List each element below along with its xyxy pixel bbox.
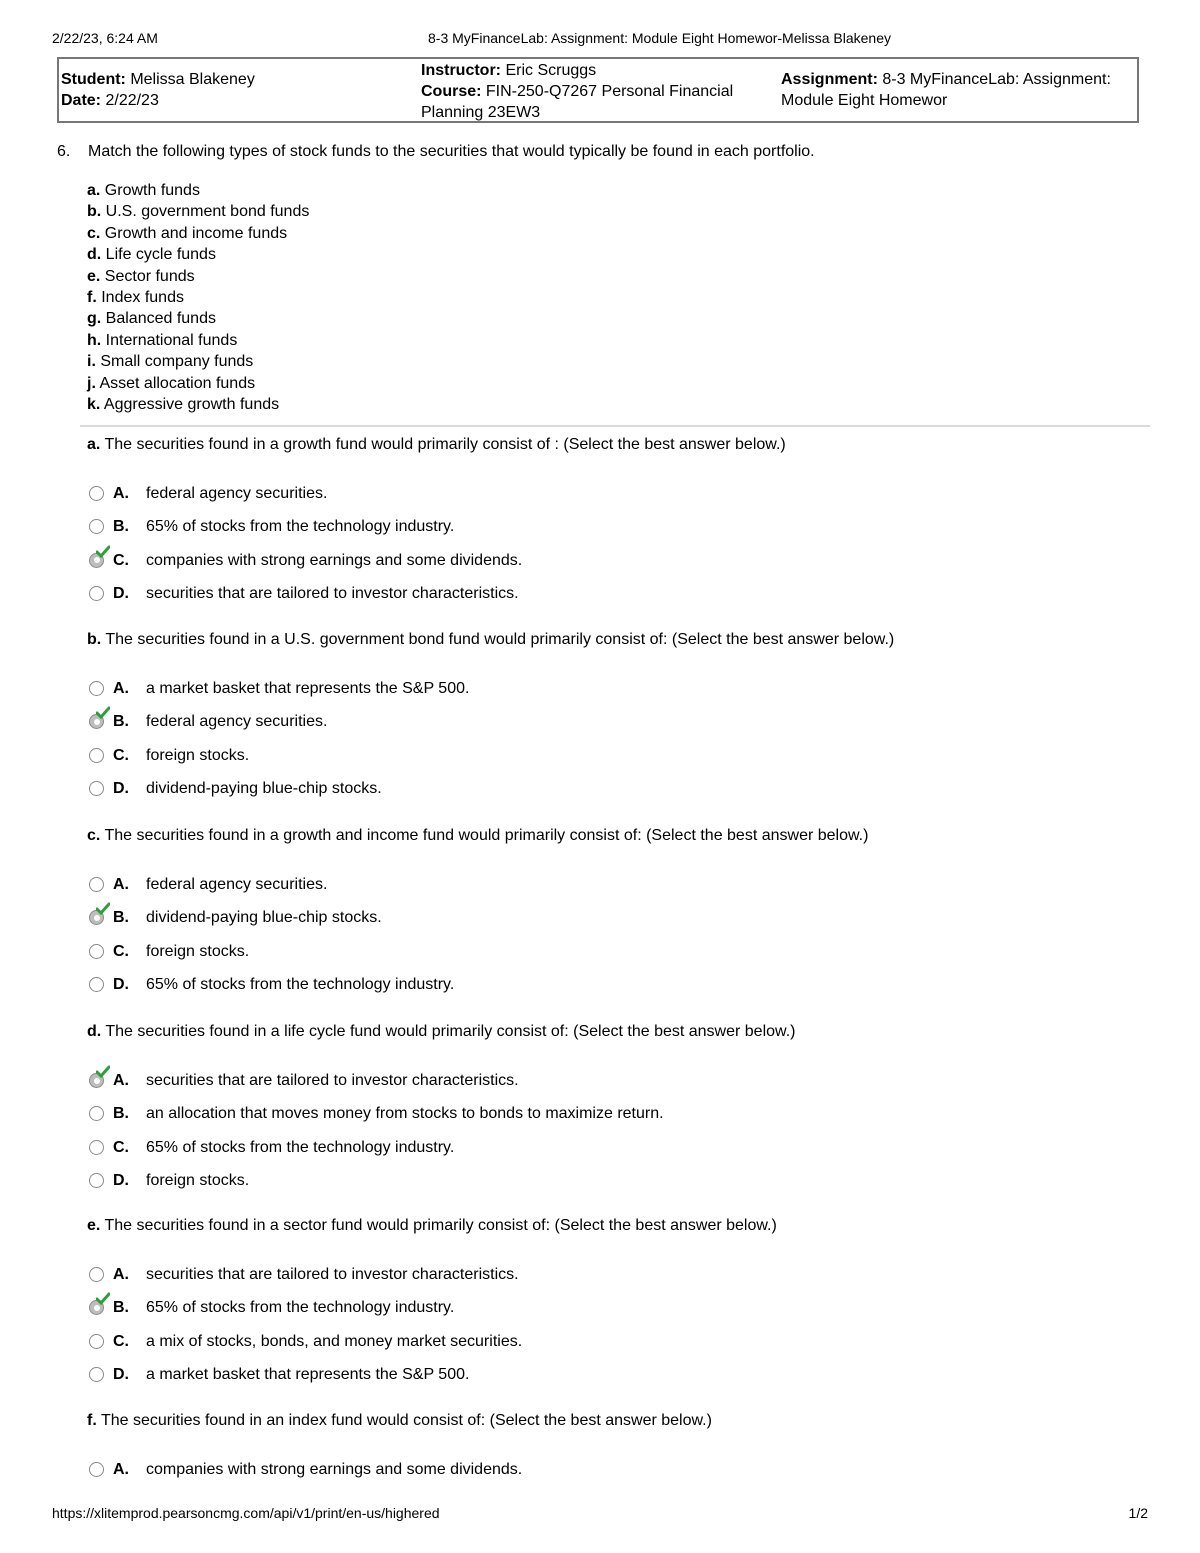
radio-button[interactable] — [89, 1106, 104, 1121]
answer-option-selected[interactable]: B. dividend-paying blue-chip stocks. — [87, 910, 1147, 943]
radio-button[interactable] — [89, 1367, 104, 1382]
part-b — [87, 629, 1147, 814]
assignment-info — [781, 69, 1139, 111]
part-f — [87, 1410, 1147, 1495]
part-prompt: The securities found in a growth fund would primarily consist of : (Select the best answer below.) — [104, 436, 786, 453]
list-item: k. Aggressive growth funds — [87, 395, 280, 413]
assignment-info-box — [57, 57, 1139, 123]
student-info — [61, 69, 255, 111]
checkmark-icon — [96, 902, 110, 916]
checkmark-icon — [96, 1065, 110, 1079]
answer-option[interactable]: C. 65% of stocks from the technology industry. — [87, 1140, 1147, 1173]
radio-button[interactable] — [89, 586, 104, 601]
list-item: h. International funds — [87, 331, 238, 349]
checkmark-icon — [96, 1292, 110, 1306]
answer-option[interactable]: D. dividend-paying blue-chip stocks. — [87, 781, 1147, 814]
part-letter: e. — [87, 1217, 101, 1234]
radio-button[interactable] — [89, 681, 104, 696]
fund-types-list — [87, 180, 309, 415]
part-letter: a. — [87, 436, 101, 453]
answer-option-selected[interactable]: C. companies with strong earnings and some dividends. — [87, 553, 1147, 586]
question-number: 6. — [57, 143, 71, 160]
student-label: Student: — [61, 71, 126, 88]
part-letter: d. — [87, 1023, 102, 1040]
radio-button[interactable] — [89, 944, 104, 959]
answer-option-selected[interactable]: A. securities that are tailored to investor characteristics. — [87, 1073, 1147, 1106]
print-url: https://xlitemprod.pearsoncmg.com/api/v1/print/en-us/highered — [52, 1505, 440, 1521]
part-letter: c. — [87, 827, 101, 844]
student-name: Melissa Blakeney — [130, 71, 255, 88]
list-item: d. Life cycle funds — [87, 246, 216, 264]
course-label: Course: — [421, 83, 482, 100]
answer-option[interactable]: A. companies with strong earnings and some dividends. — [87, 1462, 1147, 1495]
part-a — [87, 434, 1147, 619]
radio-button[interactable] — [89, 781, 104, 796]
answer-option[interactable]: B. 65% of stocks from the technology industry. — [87, 519, 1147, 552]
radio-button[interactable] — [89, 486, 104, 501]
course-name-line2: Planning 23EW3 — [421, 104, 541, 121]
print-header — [52, 30, 1148, 50]
radio-button[interactable] — [89, 748, 104, 763]
answer-option[interactable]: D. 65% of stocks from the technology industry. — [87, 977, 1147, 1010]
list-item: b. U.S. government bond funds — [87, 203, 310, 221]
part-letter: b. — [87, 631, 102, 648]
part-prompt: The securities found in a sector fund would primarily consist of: (Select the best answer below.) — [104, 1217, 777, 1234]
assignment-name-line2: Module Eight Homewor — [781, 92, 948, 109]
assignment-name-line1: 8-3 MyFinanceLab: Assignment: — [882, 71, 1111, 88]
instructor-name: Eric Scruggs — [505, 62, 597, 79]
list-item: f. Index funds — [87, 288, 184, 306]
part-prompt: The securities found in a U.S. government bond fund would primarily consist of: (Select the best answer below.) — [105, 631, 895, 648]
part-d — [87, 1021, 1147, 1206]
answer-option[interactable]: C. foreign stocks. — [87, 944, 1147, 977]
page-number: 1/2 — [1128, 1505, 1148, 1521]
course-name-line1: FIN-250-Q7267 Personal Financial — [485, 83, 734, 100]
checkmark-icon — [96, 706, 110, 720]
answer-option-selected[interactable]: B. federal agency securities. — [87, 714, 1147, 747]
part-prompt: The securities found in a life cycle fund would primarily consist of: (Select the best answer below.) — [105, 1023, 796, 1040]
radio-button[interactable] — [89, 1267, 104, 1282]
radio-button[interactable] — [89, 1334, 104, 1349]
answer-option[interactable]: B. an allocation that moves money from stocks to bonds to maximize return. — [87, 1106, 1147, 1139]
print-datetime: 2/22/23, 6:24 AM — [52, 30, 158, 46]
answer-option-selected[interactable]: B. 65% of stocks from the technology industry. — [87, 1300, 1147, 1333]
instructor-label: Instructor: — [421, 62, 501, 79]
checkmark-icon — [96, 545, 110, 559]
answer-option[interactable]: C. foreign stocks. — [87, 748, 1147, 781]
list-item: i. Small company funds — [87, 353, 254, 371]
question-text: Match the following types of stock funds to the securities that would typically be found in each portfolio. — [88, 143, 815, 160]
list-item: a. Growth funds — [87, 182, 200, 199]
radio-button[interactable] — [89, 1173, 104, 1188]
answer-option[interactable]: D. securities that are tailored to investor characteristics. — [87, 586, 1147, 619]
part-prompt: The securities found in an index fund would consist of: (Select the best answer below.) — [100, 1412, 712, 1429]
answer-option[interactable]: A. federal agency securities. — [87, 877, 1147, 910]
assignment-label: Assignment: — [781, 71, 878, 88]
radio-button[interactable] — [89, 1462, 104, 1477]
answer-option[interactable]: D. foreign stocks. — [87, 1173, 1147, 1206]
answer-option[interactable]: D. a market basket that represents the S&P 500. — [87, 1367, 1147, 1400]
radio-button[interactable] — [89, 1140, 104, 1155]
course-info — [421, 60, 771, 123]
radio-button[interactable] — [89, 977, 104, 992]
answer-option[interactable]: A. federal agency securities. — [87, 486, 1147, 519]
radio-button[interactable] — [89, 519, 104, 534]
date-label: Date: — [61, 92, 102, 109]
part-c — [87, 825, 1147, 1010]
answer-option[interactable]: A. a market basket that represents the S&P 500. — [87, 681, 1147, 714]
part-e — [87, 1215, 1147, 1400]
print-doc-title: 8-3 MyFinanceLab: Assignment: Module Eight Homewor-Melissa Blakeney — [428, 30, 891, 46]
answer-option[interactable]: A. securities that are tailored to investor characteristics. — [87, 1267, 1147, 1300]
list-item: e. Sector funds — [87, 267, 195, 285]
question-header — [57, 143, 1150, 165]
part-letter: f. — [87, 1412, 97, 1429]
divider — [80, 425, 1150, 427]
list-item: c. Growth and income funds — [87, 224, 288, 242]
part-prompt: The securities found in a growth and income fund would primarily consist of: (Select the best answer below.) — [104, 827, 869, 844]
answer-option[interactable]: C. a mix of stocks, bonds, and money market securities. — [87, 1334, 1147, 1367]
list-item: j. Asset allocation funds — [87, 374, 256, 392]
date-value: 2/22/23 — [105, 92, 159, 109]
radio-button[interactable] — [89, 877, 104, 892]
list-item: g. Balanced funds — [87, 310, 216, 328]
